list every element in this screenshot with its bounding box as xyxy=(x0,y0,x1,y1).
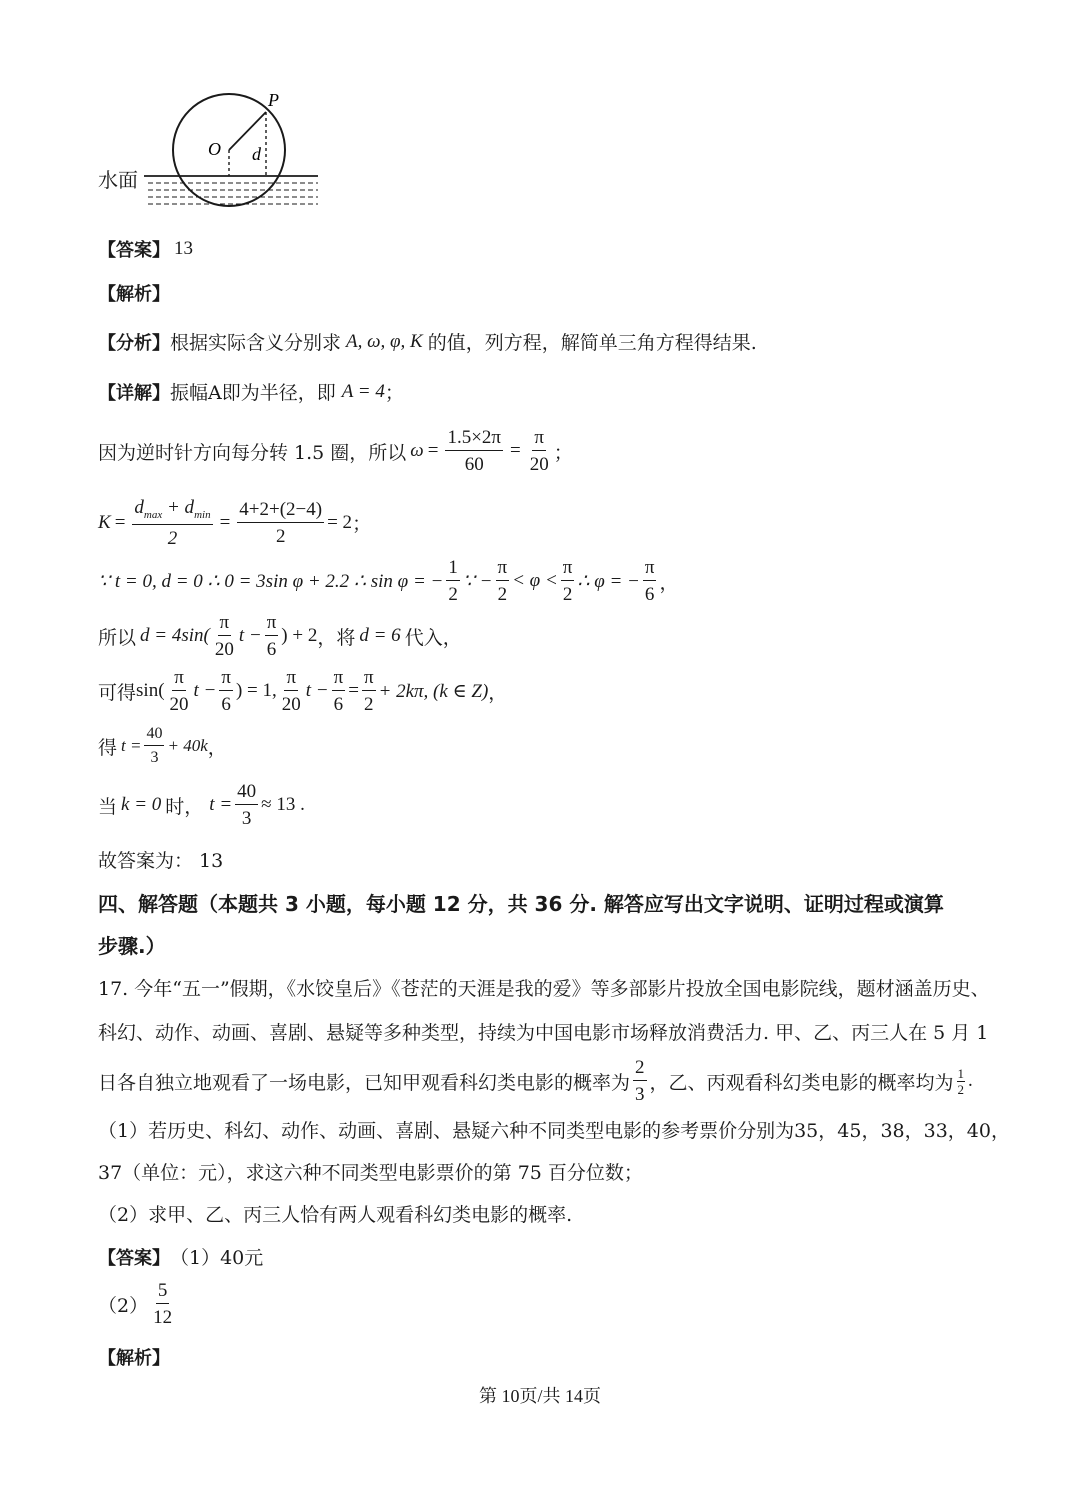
phi-frac-1: $\frac{1}{2}$ xyxy=(448,557,458,605)
sin-prefix: 可得 xyxy=(98,681,137,704)
conclusion: 故答案为： 13 xyxy=(98,850,224,872)
phi-frac-3: $\frac{\pi}{2}$ xyxy=(562,557,573,605)
k0-mid: 时， xyxy=(165,795,204,818)
analysis-label: 【解析】 xyxy=(98,284,170,305)
answer2-line xyxy=(98,1243,263,1270)
sin-e: = xyxy=(348,680,359,701)
k0-eq2: t = xyxy=(209,794,233,815)
k-var: K xyxy=(98,511,111,533)
phi-line xyxy=(98,558,678,604)
q17-line3a: 日各自独立地观看了一场电影，已知甲观看科幻类电影的概率为 xyxy=(98,1071,631,1094)
answer2-frac: $\frac{5}{12}$ xyxy=(153,1280,173,1328)
k0-frac: $\frac{40}{3}$ xyxy=(237,781,257,829)
sin-d: t − xyxy=(305,680,329,701)
sin-frac-5: $\frac{\pi}{2}$ xyxy=(363,667,374,715)
phi-part2: ∵ − xyxy=(462,570,493,592)
q17-line1: 17. 今年“五一”假期，《水饺皇后》《苍茫的天涯是我的爱》等多部影片投放全国电影院线，题材涵盖历史、 xyxy=(98,978,990,1000)
q17-line3b: ，乙、丙观看科幻类电影的概率均为 xyxy=(649,1071,954,1094)
sin-c: ) = 1, xyxy=(235,680,277,701)
water-label: 水面 xyxy=(98,168,138,192)
analysis-line xyxy=(98,280,170,306)
water-wheel-figure xyxy=(96,88,326,218)
omega-var: ω xyxy=(410,440,424,461)
q17-line3 xyxy=(98,1058,973,1104)
answer2-part2-label: （2） xyxy=(98,1294,149,1317)
omega-prefix: 因为逆时针方向每分转 1.5 圈，所以 xyxy=(98,441,407,464)
answer-line xyxy=(98,236,193,262)
sin-frac-3: $\frac{\pi}{20}$ xyxy=(281,667,301,715)
fenxi-text: 根据实际含义分别求 xyxy=(170,332,342,354)
q17-prob-jia: $\frac{2}{3}$ xyxy=(635,1057,645,1105)
phi-frac-2: $\frac{\pi}{2}$ xyxy=(497,557,508,605)
omega-line: 因为逆时针方向每分转 1.5 圈，所以 ω = $\frac{1.5\times 2\pi}{60}$ = $\frac{\pi}{20}$ ； xyxy=(98,427,573,475)
fenxi-label: 【分析】 xyxy=(98,332,170,354)
t-prefix: 得 xyxy=(98,736,118,759)
detail-line xyxy=(98,378,404,405)
k0-rest: ≈ 13 . xyxy=(261,794,305,815)
q17-sub1-line2: 37（单位：元），求这六种不同类型电影票价的第 75 百分位数； xyxy=(98,1162,643,1184)
answer-value: 13 xyxy=(174,238,193,259)
k-result: = 2 xyxy=(327,511,353,533)
phi-frac-4: $\frac{\pi}{6}$ xyxy=(644,557,655,605)
label-d: d xyxy=(252,144,261,164)
sin-frac-4: $\frac{\pi}{6}$ xyxy=(333,667,344,715)
t-eq: t = xyxy=(121,736,142,755)
answer2-part2 xyxy=(98,1281,177,1327)
t-line xyxy=(98,726,227,766)
omega-frac-1: $\frac{1.5\times 2\pi}{60}$ xyxy=(447,427,501,475)
fenxi-line xyxy=(98,328,757,355)
fenxi-text-end: 的值，列方程，解简单三角方程得结果. xyxy=(427,332,757,354)
q17-prob-yi-bing: $\frac{1}{2}$ xyxy=(957,1065,965,1097)
t-rest: + 40k xyxy=(167,736,208,755)
omega-suffix: ； xyxy=(553,441,573,464)
detail-eq: A = 4 xyxy=(341,380,385,402)
phi-part4: ∴ φ = − xyxy=(577,570,640,592)
fenxi-vars: A, ω, φ, K xyxy=(346,330,423,352)
k-suffix: ； xyxy=(352,513,372,536)
label-p: P xyxy=(268,90,279,110)
q17-sub2: （2）求甲、乙、丙三人恰有两人观看科幻类电影的概率. xyxy=(98,1204,573,1226)
d-line xyxy=(98,613,462,659)
d-frac-1: $\frac{\pi}{20}$ xyxy=(214,612,234,660)
d-frac-2: $\frac{\pi}{6}$ xyxy=(266,612,277,660)
phi-suffix: ， xyxy=(659,571,679,594)
answer2-label: 【答案】 xyxy=(98,1247,170,1269)
detail-end: ； xyxy=(384,382,404,404)
label-o: O xyxy=(208,139,221,159)
sin-f: + 2kπ, (k ∈ Z) xyxy=(378,680,489,702)
detail-label: 【详解】 xyxy=(98,382,170,404)
k-line: K = $\frac{d_{max} + d_{min}}{2}$ = $\frac{4+2+(2-4)}{2}$ = 2 ； xyxy=(98,497,372,549)
answer2-text: （1）40元 xyxy=(170,1247,264,1269)
detail-text: 振幅A即为半径，即 xyxy=(170,382,336,404)
d-text3: 代入， xyxy=(404,626,462,649)
sin-line xyxy=(98,668,507,714)
sin-suffix: ， xyxy=(488,681,508,704)
k0-prefix: 当 xyxy=(98,795,118,818)
phi-part1: ∵ t = 0, d = 0 ∴ 0 = 3sin φ + 2.2 ∴ sin φ = − xyxy=(98,570,444,592)
k-frac-1: $\frac{d_{max} + d_{min}}{2}$ xyxy=(134,497,211,549)
section-title-2: 步骤.） xyxy=(98,934,166,958)
d-eq2: d = 6 xyxy=(359,625,401,646)
t-frac: $\frac{40}{3}$ xyxy=(146,725,163,766)
d-end: ) + 2 xyxy=(281,625,318,646)
k-frac-2: $\frac{4+2+(2-4)}{2}$ xyxy=(239,498,323,547)
section-title: 四、解答题（本题共 3 小题，每小题 12 分，共 36 分. 解答应写出文字说明、证明过程或演算 xyxy=(98,892,944,916)
k0-line xyxy=(98,782,305,828)
sin-frac-1: $\frac{\pi}{20}$ xyxy=(169,667,189,715)
sin-frac-2: $\frac{\pi}{6}$ xyxy=(221,667,231,715)
sin-b: t − xyxy=(193,680,217,701)
analysis2-label: 【解析】 xyxy=(98,1348,170,1369)
d-mid: t − xyxy=(238,625,262,646)
d-prefix: 所以 xyxy=(98,626,137,649)
t-suffix: ， xyxy=(207,736,227,759)
analysis2-line xyxy=(98,1344,170,1370)
d-text2: ，将 xyxy=(317,626,356,649)
k0-eq: k = 0 xyxy=(121,794,162,815)
q17-line3c: . xyxy=(968,1070,973,1091)
omega-frac-2: $\frac{\pi}{20}$ xyxy=(529,427,549,475)
q17-line2: 科幻、动作、动画、喜剧、悬疑等多种类型，持续为中国电影市场释放消费活力. 甲、乙、丙三人在 5 月 1 xyxy=(98,1022,989,1044)
page-footer: 第 10页/共 14页 xyxy=(478,1386,601,1406)
d-eq: d = 4sin( xyxy=(140,625,210,646)
q17-sub1-line1: （1）若历史、科幻、动作、动画、喜剧、悬疑六种不同类型电影的参考票价分别为35，45，38，33，40， xyxy=(98,1120,1010,1142)
sin-a: sin( xyxy=(136,680,165,701)
phi-part3: < φ < xyxy=(512,570,558,591)
answer-label: 【答案】 xyxy=(98,240,170,261)
